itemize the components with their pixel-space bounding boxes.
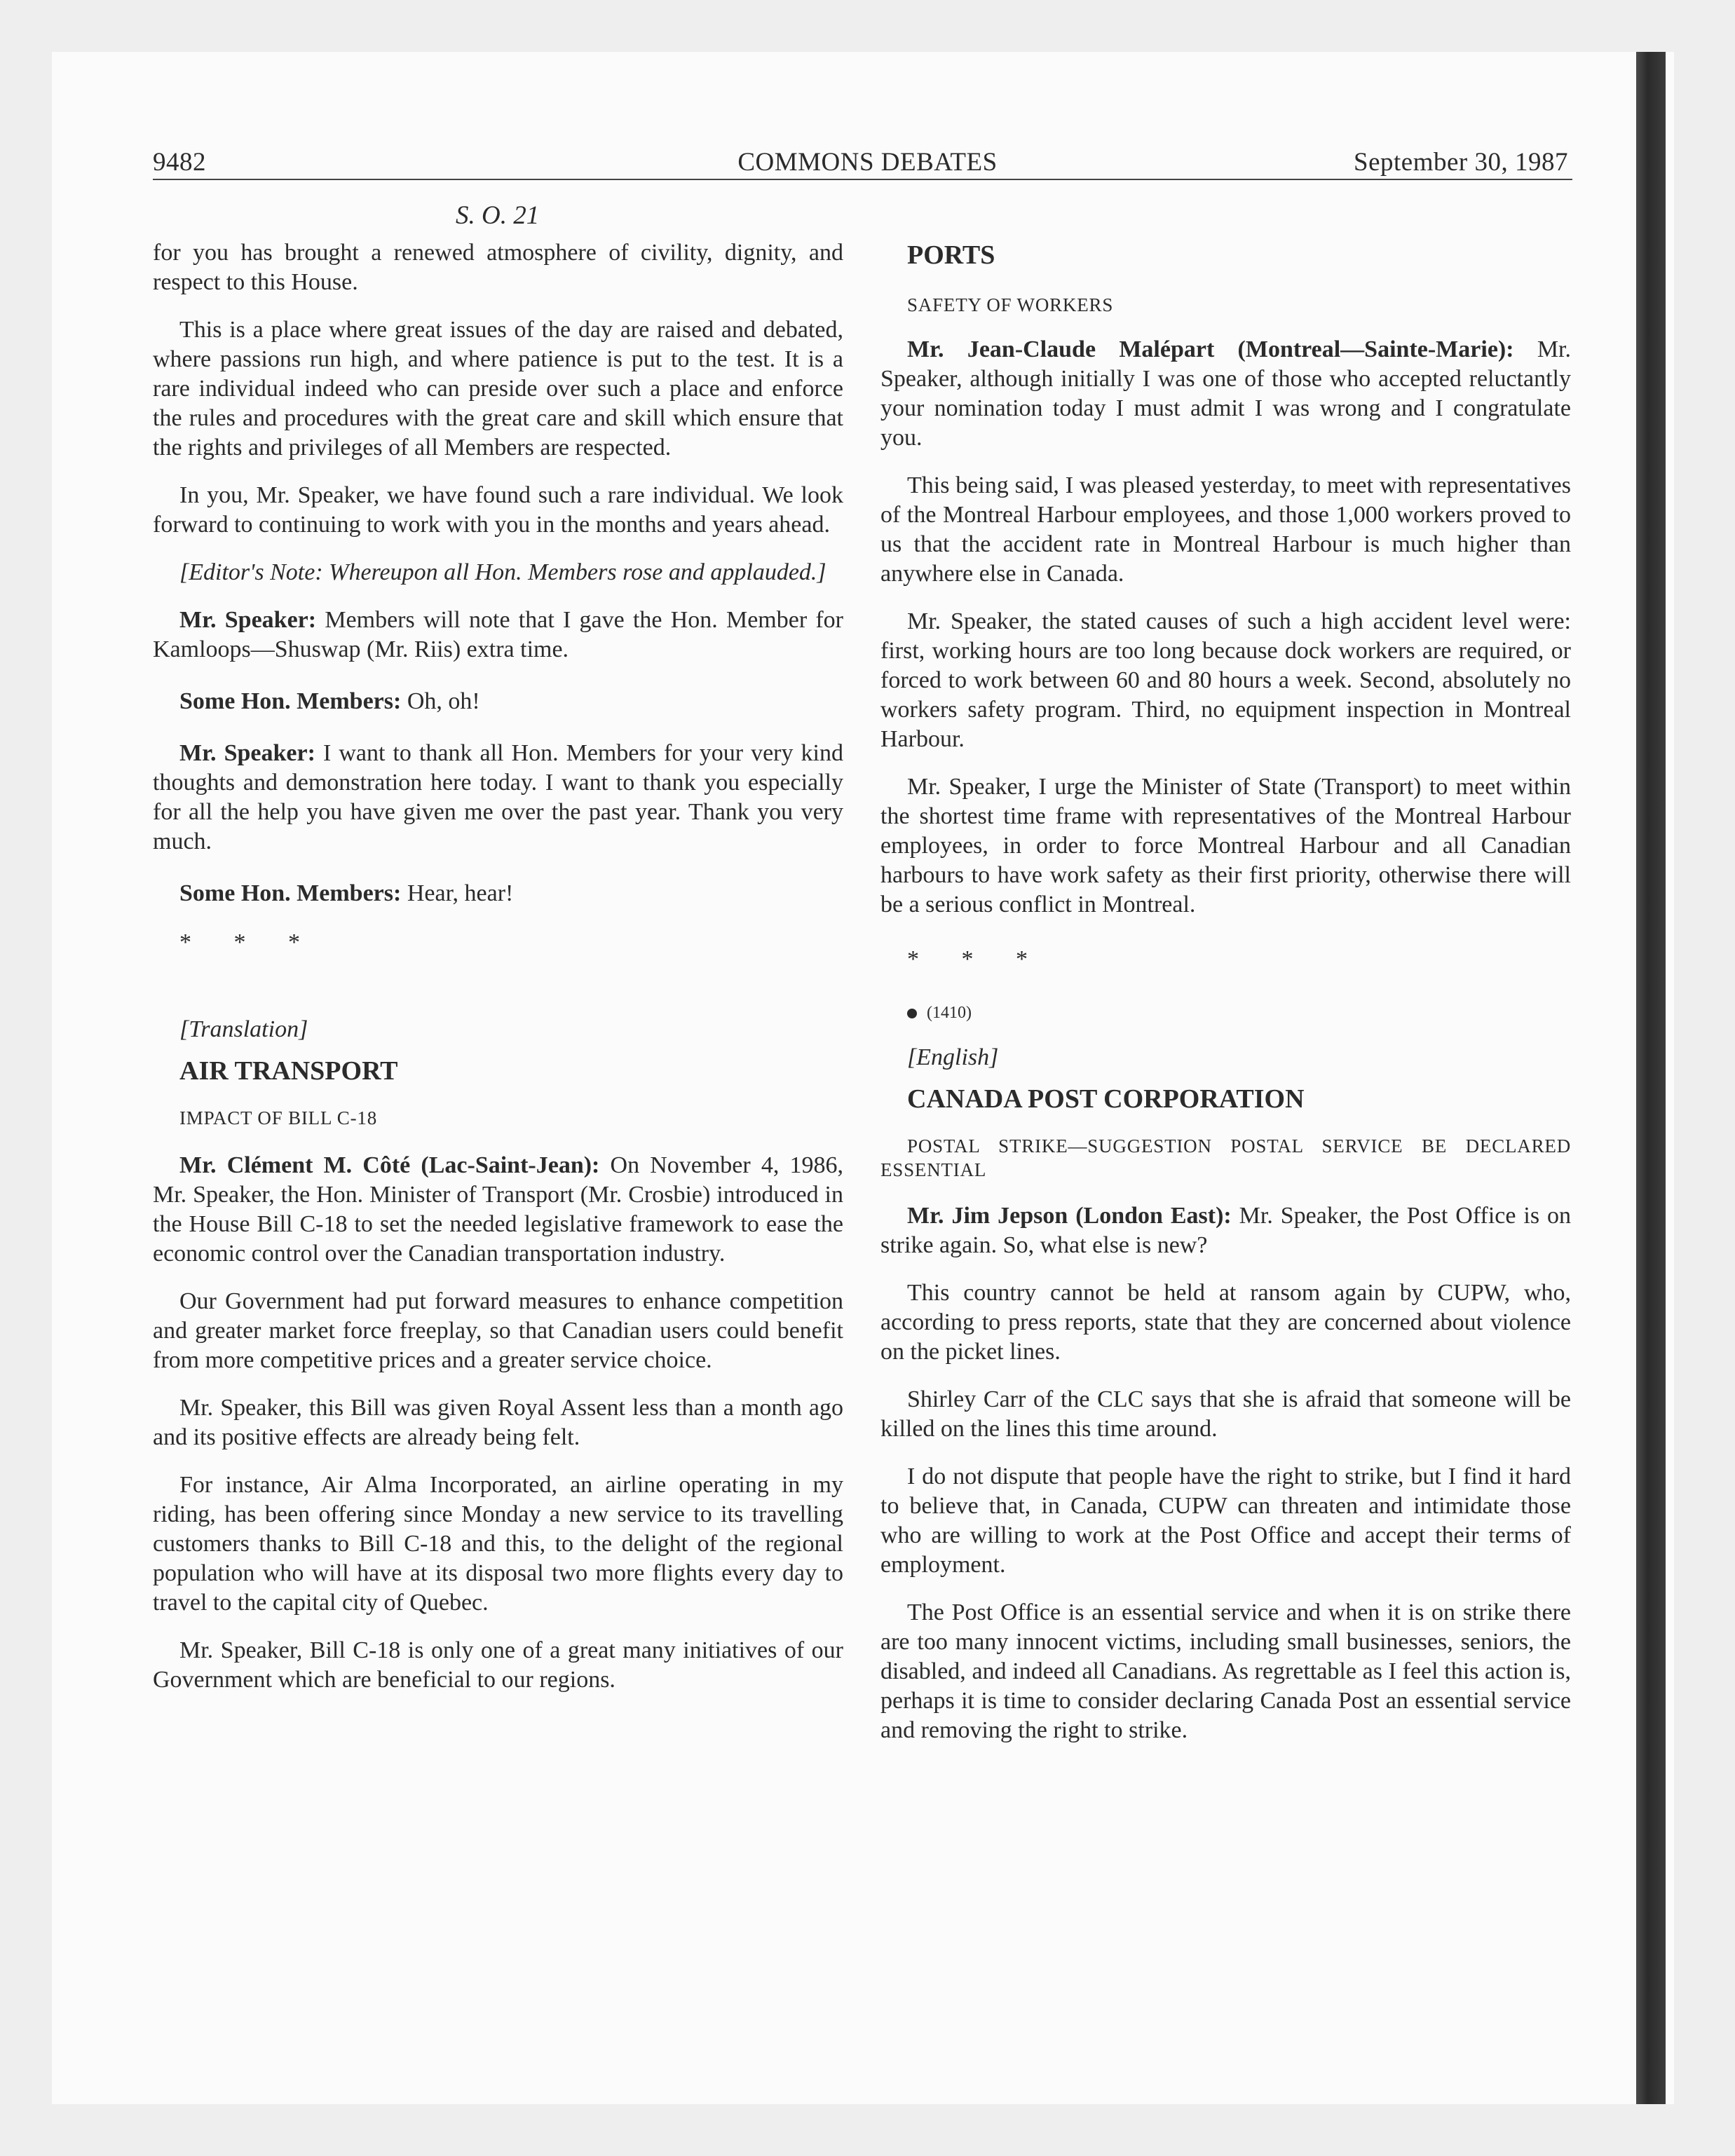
speech-members-2 [153,879,843,908]
section-subheading: SAFETY OF WORKERS [907,294,1114,315]
paragraph: The Post Office is an essential service and when it is on strike there are too many innocent victims, including small businesses, seniors, the disabled, and indeed all Canadians. As regrettable as I feel this action is, perhaps it is time to consider declaring Canada Post an essential service and removing the right to strike. [880,1599,1571,1743]
paragraph: I do not dispute that people have the right to strike, but I find it hard to believe that, in Canada, CUPW can threaten and intimidate those who are willing to work at the Post Office and accept their terms of employment. [880,1464,1571,1578]
speech-text: Hear, hear! [401,880,514,906]
left-column [153,238,843,1695]
paragraph: This country cannot be held at ransom again by CUPW, who, according to press reports, state that they are concerned about violence on the picket lines. [880,1280,1571,1365]
section-heading: CANADA POST CORPORATION [907,1084,1305,1114]
speech-text: Mr. Speaker, the Post Office is on strike again. So, what else is new? [880,1203,1571,1258]
speaker-name: Mr. Jim Jepson (London East): [907,1203,1232,1229]
bullet-dot-icon [907,1009,917,1018]
paragraph: Our Government had put forward measures to enhance competition and greater market force freeplay, so that Canadian users could benefit from more competitive prices and a greater service choice. [153,1288,843,1373]
issue-date: September 30, 1987 [1354,148,1568,177]
speaker-name: Mr. Clément M. Côté (Lac-Saint-Jean): [179,1152,600,1178]
paragraph: Mr. Speaker, the stated causes of such a high accident level were: first, working hours are too long because dock workers are required, or forced to work between 60 and 80 hours a week. Second, absolutely no workers safety program. Third, no equipment inspection in Montreal Harbour. [880,608,1571,752]
binding-edge [1636,52,1666,2104]
speech-text: Oh, oh! [401,688,480,714]
speech-speaker-1 [153,606,843,664]
speech-members-1 [153,687,843,716]
section-subheading: POSTAL STRIKE—SUGGESTION POSTAL SERVICE BE DECLARED ESSENTIAL [880,1135,1571,1180]
language-tag: [English] [907,1044,999,1070]
header-rule [153,179,1572,180]
speech-jepson [880,1201,1571,1260]
paragraph: Mr. Speaker, this Bill was given Royal Assent less than a month ago and its positive effects are already being felt. [153,1395,843,1450]
paragraph: In you, Mr. Speaker, we have found such a rare individual. We look forward to continuing to work with you in the months and years ahead. [153,482,843,538]
speaker-name: Mr. Jean-Claude Malépart (Montreal—Sainte-Marie): [907,336,1514,362]
speech-text: Mr. Speaker, although initially I was one of those who accepted reluctantly your nomination today I must admit I was wrong and I congratulate you. [880,336,1572,451]
language-tag: [Translation] [179,1016,308,1042]
publication-title: COMMONS DEBATES [737,148,998,177]
speaker-name: Mr. Speaker: [179,740,315,766]
speech-text: Members will note that I gave the Hon. Member for Kamloops—Shuswap (Mr. Riis) extra time. [153,607,844,662]
timestamp: (1410) [880,998,1571,1028]
speaker-name: Mr. Speaker: [179,607,317,633]
speech-cote [153,1151,843,1269]
paragraph: for you has brought a renewed atmosphere of civility, dignity, and respect to this House. [153,240,843,295]
section-subheading: IMPACT OF BILL C-18 [179,1107,377,1128]
section-label: S. O. 21 [456,201,540,230]
section-heading: PORTS [907,240,995,270]
editor-note: [Editor's Note: Whereupon all Hon. Members rose and applauded.] [179,559,826,585]
speaker-name: Some Hon. Members: [179,880,402,906]
paragraph: Mr. Speaker, Bill C-18 is only one of a great many initiatives of our Government which are beneficial to our regions. [153,1637,843,1693]
section-separator: * * * [907,946,1046,972]
section-separator: * * * [179,929,318,955]
right-column [880,238,1571,1745]
speech-text: I want to thank all Hon. Members for your very kind thoughts and demonstration here today. I want to thank you especially for all the help you have given me over the past year. Thank you very much. [153,740,843,854]
speech-speaker-2 [153,739,843,857]
speech-text: On November 4, 1986, Mr. Speaker, the Hon. Minister of Transport (Mr. Crosbie) introduced in the House Bill C-18 to set the needed legislative framework to ease the economic control over the Canadian transportation industry. [153,1152,843,1267]
section-heading: AIR TRANSPORT [179,1056,398,1086]
paragraph: For instance, Air Alma Incorporated, an airline operating in my riding, has been offering since Monday a new service to its travelling customers thanks to Bill C-18 and this, to the delight of the regional population who will have at its disposal two more flights every day to travel to the capital city of Quebec. [153,1472,843,1616]
speaker-name: Some Hon. Members: [179,688,402,714]
paragraph: This being said, I was pleased yesterday, to meet with representatives of the Montreal Harbour employees, and those 1,000 workers proved to us that the accident rate in Montreal Harbour is much higher than anywhere else in Canada. [880,472,1571,587]
speech-malepart [880,335,1571,453]
paragraph: Mr. Speaker, I urge the Minister of State (Transport) to meet within the shortest time frame with representatives of the Montreal Harbour employees, in order to force Montreal Harbour and all Canadian harbours to have work safety as their first priority, otherwise there will be a serious conflict in Montreal. [880,774,1571,917]
paragraph: Shirley Carr of the CLC says that she is afraid that someone will be killed on the lines this time around. [880,1386,1571,1442]
page-number: 9482 [153,148,206,177]
paragraph: This is a place where great issues of the day are raised and debated, where passions run high, and where patience is put to the test. It is a rare individual indeed who can preside over such a place and enforce the rules and procedures with the great care and skill which ensure that the rights and privileges of all Members are respected. [153,317,843,460]
